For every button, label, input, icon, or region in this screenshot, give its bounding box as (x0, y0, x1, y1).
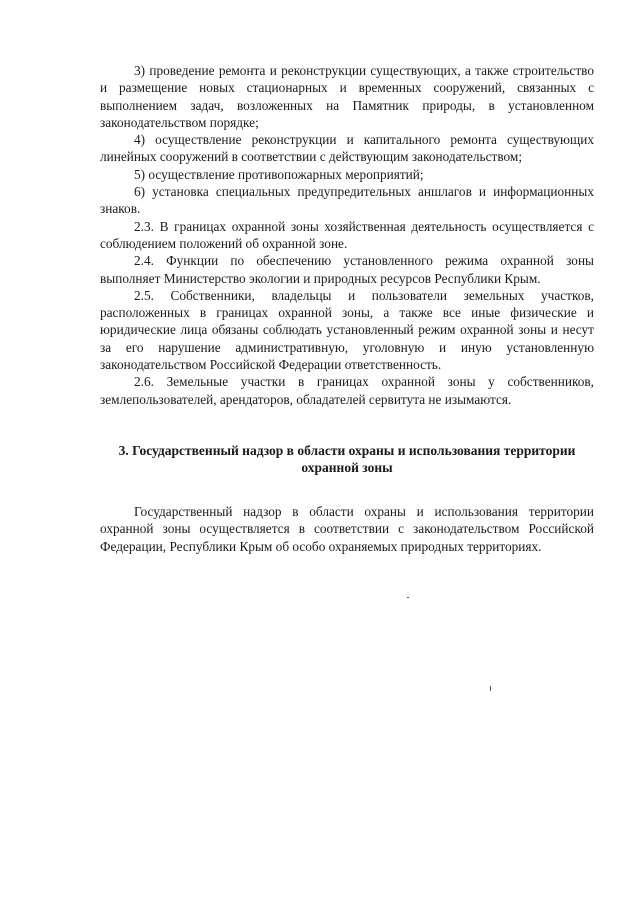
paragraph-2-5: 2.5. Собственники, владельцы и пользователи земельных участков, расположенных в границах охранной зоны, а также все иные физические и юридические лица обязаны соблюдать установленный режим охранной зоны и несут за его нарушение административную, уголовную и иную установленную законодательством Российской Федерации ответственность. (100, 287, 594, 373)
section-heading: 3. Государственный надзор в области охраны и использования территории охранной зоны (118, 442, 576, 476)
section-paragraph: Государственный надзор в области охраны и использования территории охранной зоны осуществляется в соответствии с законодательством Российской Федерации, Республики Крым об особо охраняемых природных территориях. (100, 503, 594, 554)
paragraph-2-4: 2.4. Функции по обеспечению установленного режима охранной зоны выполняет Министерство экологии и природных ресурсов Республики Крым. (100, 253, 594, 286)
scan-speck (407, 597, 409, 598)
paragraph-item-4: 4) осуществление реконструкции и капитального ремонта существующих линейных сооружений в соответствии с действующим законодательством; (100, 132, 594, 165)
paragraph-item-5: 5) осуществление противопожарных мероприятий; (134, 166, 424, 182)
document-body (100, 62, 594, 555)
paragraph-item-3: 3) проведение ремонта и реконструкции существующих, а также строительство и размещение новых стационарных и временных сооружений, связанных с выполнением задач, возложенных на Памятник природы, в установленном законодательством порядке; (100, 63, 594, 130)
paragraph-2-3: 2.3. В границах охранной зоны хозяйственная деятельность осуществляется с соблюдением положений об охранной зоне. (100, 218, 594, 251)
section-spacer (100, 477, 594, 503)
paragraph-item-6: 6) установка специальных предупредительных аншлагов и информационных знаков. (100, 184, 594, 217)
paragraph-2-6: 2.6. Земельные участки в границах охранной зоны у собственников, землепользователей, арендаторов, обладателей сервитута не изымаются. (100, 374, 594, 407)
scan-speck (490, 686, 491, 691)
